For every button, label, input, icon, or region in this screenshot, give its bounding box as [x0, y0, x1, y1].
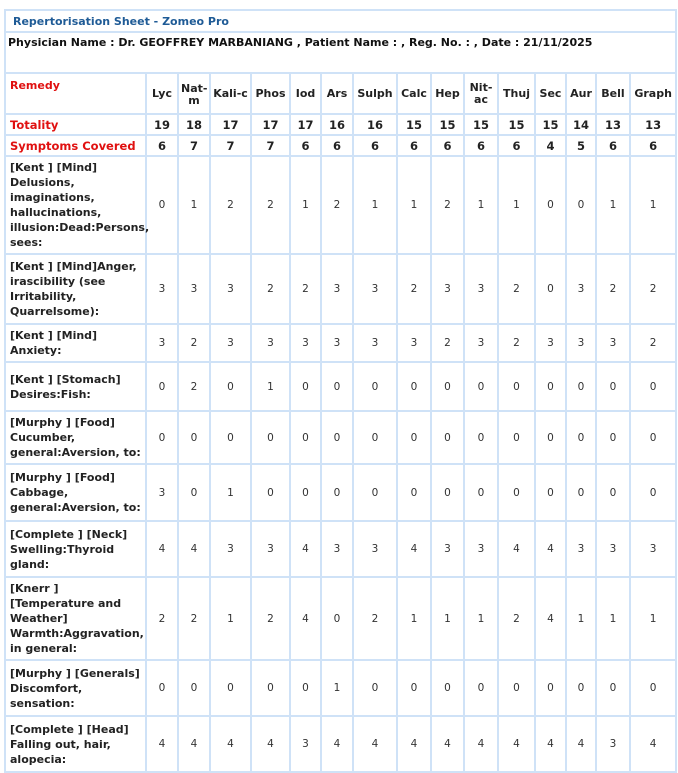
rubric-grade: 3 [210, 254, 251, 324]
rubric-grade: 4 [353, 716, 397, 772]
rubric-grade: 3 [630, 521, 676, 577]
rubric-grade: 3 [178, 254, 210, 324]
rubric-grade: 0 [596, 464, 630, 521]
rubric-grade: 3 [431, 254, 464, 324]
symptoms-covered-value: 6 [290, 135, 321, 156]
totality-value: 15 [397, 114, 431, 135]
rubric-grade: 1 [566, 577, 596, 660]
rubric-grade: 0 [251, 464, 290, 521]
rubric-grade: 3 [146, 464, 178, 521]
rubric-grade: 3 [210, 521, 251, 577]
rubric-grade: 4 [498, 521, 535, 577]
rubric-grade: 0 [290, 660, 321, 716]
symptoms-covered-value: 6 [431, 135, 464, 156]
remedy-label: Remedy [5, 73, 146, 114]
rubric-grade: 4 [251, 716, 290, 772]
rubric-grade: 2 [498, 324, 535, 362]
remedy-header: Nat-m [178, 73, 210, 114]
rubric-text: [Murphy ] [Food] Cabbage, general:Aversion, to: [5, 464, 146, 521]
symptoms-covered-value: 6 [630, 135, 676, 156]
symptoms-covered-label: Symptoms Covered [5, 135, 146, 156]
rubric-grade: 0 [464, 362, 498, 411]
rubric-grade: 3 [353, 324, 397, 362]
rubric-grade: 1 [290, 156, 321, 254]
rubric-grade: 1 [321, 660, 353, 716]
rubric-grade: 3 [596, 716, 630, 772]
rubric-grade: 0 [431, 464, 464, 521]
rubric-grade: 0 [210, 362, 251, 411]
symptoms-covered-value: 6 [146, 135, 178, 156]
rubric-grade: 3 [353, 521, 397, 577]
rubric-grade: 1 [397, 156, 431, 254]
remedy-header: Sulph [353, 73, 397, 114]
rubric-grade: 3 [566, 521, 596, 577]
rubric-grade: 0 [498, 411, 535, 464]
rubric-grade: 3 [251, 324, 290, 362]
rubric-grade: 2 [178, 577, 210, 660]
rubric-grade: 3 [431, 521, 464, 577]
rubric-grade: 0 [630, 464, 676, 521]
rubric-text: [Kent ] [Stomach] Desires:Fish: [5, 362, 146, 411]
totality-row [5, 114, 676, 135]
rubric-row [5, 521, 676, 577]
rubric-grade: 0 [210, 411, 251, 464]
remedy-header: Ars [321, 73, 353, 114]
rubric-grade: 4 [178, 521, 210, 577]
totality-value: 17 [210, 114, 251, 135]
physician-info: Physician Name : Dr. GEOFFREY MARBANIANG , Patient Name : , Reg. No. : , Date : 21/11/2025 [5, 32, 676, 73]
rubric-grade: 0 [146, 660, 178, 716]
rubric-grade: 2 [251, 254, 290, 324]
rubric-grade: 0 [290, 362, 321, 411]
symptoms-covered-value: 6 [596, 135, 630, 156]
rubric-grade: 0 [596, 660, 630, 716]
rubric-grade: 2 [431, 156, 464, 254]
remedy-header: Graph [630, 73, 676, 114]
rubric-grade: 4 [210, 716, 251, 772]
remedy-header: Thuj [498, 73, 535, 114]
rubric-grade: 4 [397, 521, 431, 577]
rubric-grade: 0 [290, 464, 321, 521]
totality-value: 16 [353, 114, 397, 135]
rubric-grade: 2 [353, 577, 397, 660]
rubric-text: [Murphy ] [Food] Cucumber, general:Aversion, to: [5, 411, 146, 464]
remedy-header: Calc [397, 73, 431, 114]
rubric-grade: 2 [498, 254, 535, 324]
repertorisation-table [4, 9, 677, 773]
rubric-grade: 0 [321, 577, 353, 660]
totality-value: 17 [290, 114, 321, 135]
totality-value: 15 [535, 114, 566, 135]
rubric-grade: 0 [498, 660, 535, 716]
rubric-grade: 4 [290, 521, 321, 577]
rubric-grade: 1 [397, 577, 431, 660]
rubric-grade: 0 [630, 660, 676, 716]
rubric-grade: 3 [596, 324, 630, 362]
rubric-grade: 0 [535, 254, 566, 324]
totality-value: 13 [596, 114, 630, 135]
rubric-grade: 0 [146, 156, 178, 254]
symptoms-covered-value: 6 [397, 135, 431, 156]
rubric-grade: 2 [210, 156, 251, 254]
rubric-grade: 1 [596, 156, 630, 254]
rubric-grade: 0 [290, 411, 321, 464]
rubric-grade: 4 [431, 716, 464, 772]
rubric-grade: 3 [321, 254, 353, 324]
rubric-grade: 0 [566, 660, 596, 716]
rubric-grade: 4 [464, 716, 498, 772]
symptoms-covered-row [5, 135, 676, 156]
rubric-grade: 0 [251, 660, 290, 716]
totality-value: 17 [251, 114, 290, 135]
rubric-grade: 0 [353, 660, 397, 716]
totality-value: 14 [566, 114, 596, 135]
totality-value: 15 [498, 114, 535, 135]
remedy-header: Iod [290, 73, 321, 114]
rubric-grade: 4 [321, 716, 353, 772]
rubric-grade: 0 [630, 362, 676, 411]
totality-value: 18 [178, 114, 210, 135]
totality-value: 13 [630, 114, 676, 135]
rubric-grade: 3 [146, 324, 178, 362]
rubric-grade: 2 [397, 254, 431, 324]
rubric-grade: 0 [535, 660, 566, 716]
rubric-grade: 2 [630, 254, 676, 324]
remedy-header: Sec [535, 73, 566, 114]
rubric-grade: 0 [431, 362, 464, 411]
rubric-grade: 1 [464, 156, 498, 254]
rubric-grade: 3 [566, 254, 596, 324]
rubric-grade: 3 [146, 254, 178, 324]
rubric-grade: 0 [178, 411, 210, 464]
rubric-grade: 3 [566, 324, 596, 362]
rubric-grade: 3 [290, 324, 321, 362]
rubric-grade: 0 [178, 464, 210, 521]
rubric-grade: 1 [498, 156, 535, 254]
rubric-grade: 0 [353, 464, 397, 521]
remedy-header: Phos [251, 73, 290, 114]
rubric-grade: 1 [210, 577, 251, 660]
rubric-grade: 1 [178, 156, 210, 254]
rubric-grade: 0 [464, 464, 498, 521]
rubric-row [5, 716, 676, 772]
rubric-grade: 1 [251, 362, 290, 411]
rubric-grade: 1 [630, 577, 676, 660]
rubric-grade: 2 [178, 324, 210, 362]
rubric-text: [Complete ] [Head] Falling out, hair, alopecia: [5, 716, 146, 772]
remedy-header: Bell [596, 73, 630, 114]
symptoms-covered-value: 6 [498, 135, 535, 156]
rubric-text: [Complete ] [Neck] Swelling:Thyroid gland: [5, 521, 146, 577]
rubric-row [5, 254, 676, 324]
remedy-header: Hep [431, 73, 464, 114]
rubric-grade: 0 [566, 362, 596, 411]
rubric-grade: 4 [535, 577, 566, 660]
rubric-grade: 0 [630, 411, 676, 464]
rubric-grade: 1 [464, 577, 498, 660]
rubric-text: [Murphy ] [Generals] Discomfort, sensation: [5, 660, 146, 716]
rubric-grade: 0 [397, 464, 431, 521]
rubric-grade: 0 [596, 362, 630, 411]
sheet-title: Repertorisation Sheet - Zomeo Pro [5, 10, 676, 32]
rubric-row [5, 156, 676, 254]
rubric-grade: 0 [535, 464, 566, 521]
rubric-grade: 4 [178, 716, 210, 772]
totality-label: Totality [5, 114, 146, 135]
rubric-grade: 0 [321, 362, 353, 411]
rubric-grade: 2 [146, 577, 178, 660]
rubric-grade: 1 [431, 577, 464, 660]
rubric-grade: 2 [251, 577, 290, 660]
symptoms-covered-value: 7 [251, 135, 290, 156]
rubric-grade: 2 [630, 324, 676, 362]
rubric-grade: 0 [353, 362, 397, 411]
rubric-grade: 0 [535, 156, 566, 254]
rubric-grade: 0 [251, 411, 290, 464]
rubric-grade: 0 [397, 411, 431, 464]
rubric-grade: 0 [596, 411, 630, 464]
rubric-grade: 3 [464, 254, 498, 324]
totality-value: 15 [464, 114, 498, 135]
rubric-grade: 2 [321, 156, 353, 254]
rubric-grade: 2 [498, 577, 535, 660]
rubric-grade: 1 [210, 464, 251, 521]
remedy-header: Aur [566, 73, 596, 114]
rubric-grade: 4 [146, 521, 178, 577]
rubric-grade: 4 [566, 716, 596, 772]
rubric-grade: 3 [290, 716, 321, 772]
rubric-grade: 3 [535, 324, 566, 362]
rubric-grade: 4 [290, 577, 321, 660]
rubric-grade: 3 [397, 324, 431, 362]
rubric-grade: 0 [431, 411, 464, 464]
totality-value: 16 [321, 114, 353, 135]
rubric-grade: 4 [146, 716, 178, 772]
rubric-grade: 3 [321, 521, 353, 577]
rubric-grade: 3 [464, 521, 498, 577]
rubric-grade: 0 [566, 411, 596, 464]
symptoms-covered-value: 6 [353, 135, 397, 156]
rubric-grade: 0 [321, 411, 353, 464]
rubric-grade: 0 [146, 362, 178, 411]
rubric-grade: 0 [498, 464, 535, 521]
rubric-grade: 0 [464, 411, 498, 464]
symptoms-covered-value: 7 [210, 135, 251, 156]
rubric-grade: 0 [397, 362, 431, 411]
symptoms-covered-value: 6 [464, 135, 498, 156]
rubric-grade: 0 [146, 411, 178, 464]
rubric-grade: 0 [397, 660, 431, 716]
rubric-grade: 4 [535, 521, 566, 577]
rubric-grade: 3 [596, 521, 630, 577]
rubric-grade: 0 [498, 362, 535, 411]
rubric-grade: 3 [210, 324, 251, 362]
totality-value: 15 [431, 114, 464, 135]
rubric-row [5, 324, 676, 362]
rubric-grade: 3 [321, 324, 353, 362]
rubric-row [5, 577, 676, 660]
rubric-grade: 1 [596, 577, 630, 660]
rubric-grade: 0 [535, 411, 566, 464]
remedy-header: Kali-c [210, 73, 251, 114]
rubric-grade: 3 [251, 521, 290, 577]
rubric-grade: 0 [566, 156, 596, 254]
rubric-grade: 0 [178, 660, 210, 716]
rubric-grade: 2 [290, 254, 321, 324]
rubric-grade: 4 [498, 716, 535, 772]
rubric-text: [Kent ] [Mind] Anxiety: [5, 324, 146, 362]
rubric-grade: 0 [210, 660, 251, 716]
symptoms-covered-value: 6 [321, 135, 353, 156]
rubric-grade: 0 [353, 411, 397, 464]
rubric-grade: 0 [321, 464, 353, 521]
rubric-grade: 1 [353, 156, 397, 254]
rubric-grade: 4 [535, 716, 566, 772]
rubric-grade: 2 [178, 362, 210, 411]
rubric-grade: 2 [431, 324, 464, 362]
rubric-row [5, 411, 676, 464]
rubric-grade: 4 [630, 716, 676, 772]
rubric-grade: 1 [630, 156, 676, 254]
rubric-grade: 0 [566, 464, 596, 521]
remedy-header: Nit-ac [464, 73, 498, 114]
symptoms-covered-value: 5 [566, 135, 596, 156]
rubric-text: [Knerr ] [Temperature and Weather] Warmth:Aggravation, in general: [5, 577, 146, 660]
rubric-grade: 4 [397, 716, 431, 772]
rubric-text: [Kent ] [Mind] Delusions, imaginations, hallucinations, illusion:Dead:Persons, sees: [5, 156, 146, 254]
rubric-text: [Kent ] [Mind]Anger, irascibility (see Irritability, Quarrelsome): [5, 254, 146, 324]
remedy-header-row [5, 73, 676, 114]
rubric-grade: 2 [251, 156, 290, 254]
symptoms-covered-value: 7 [178, 135, 210, 156]
rubric-grade: 0 [431, 660, 464, 716]
rubric-grade: 3 [464, 324, 498, 362]
symptoms-covered-value: 4 [535, 135, 566, 156]
rubric-grade: 2 [596, 254, 630, 324]
rubric-row [5, 362, 676, 411]
rubric-row [5, 464, 676, 521]
rubric-grade: 0 [464, 660, 498, 716]
rubric-row [5, 660, 676, 716]
rubric-grade: 0 [535, 362, 566, 411]
totality-value: 19 [146, 114, 178, 135]
rubric-grade: 3 [353, 254, 397, 324]
remedy-header: Lyc [146, 73, 178, 114]
